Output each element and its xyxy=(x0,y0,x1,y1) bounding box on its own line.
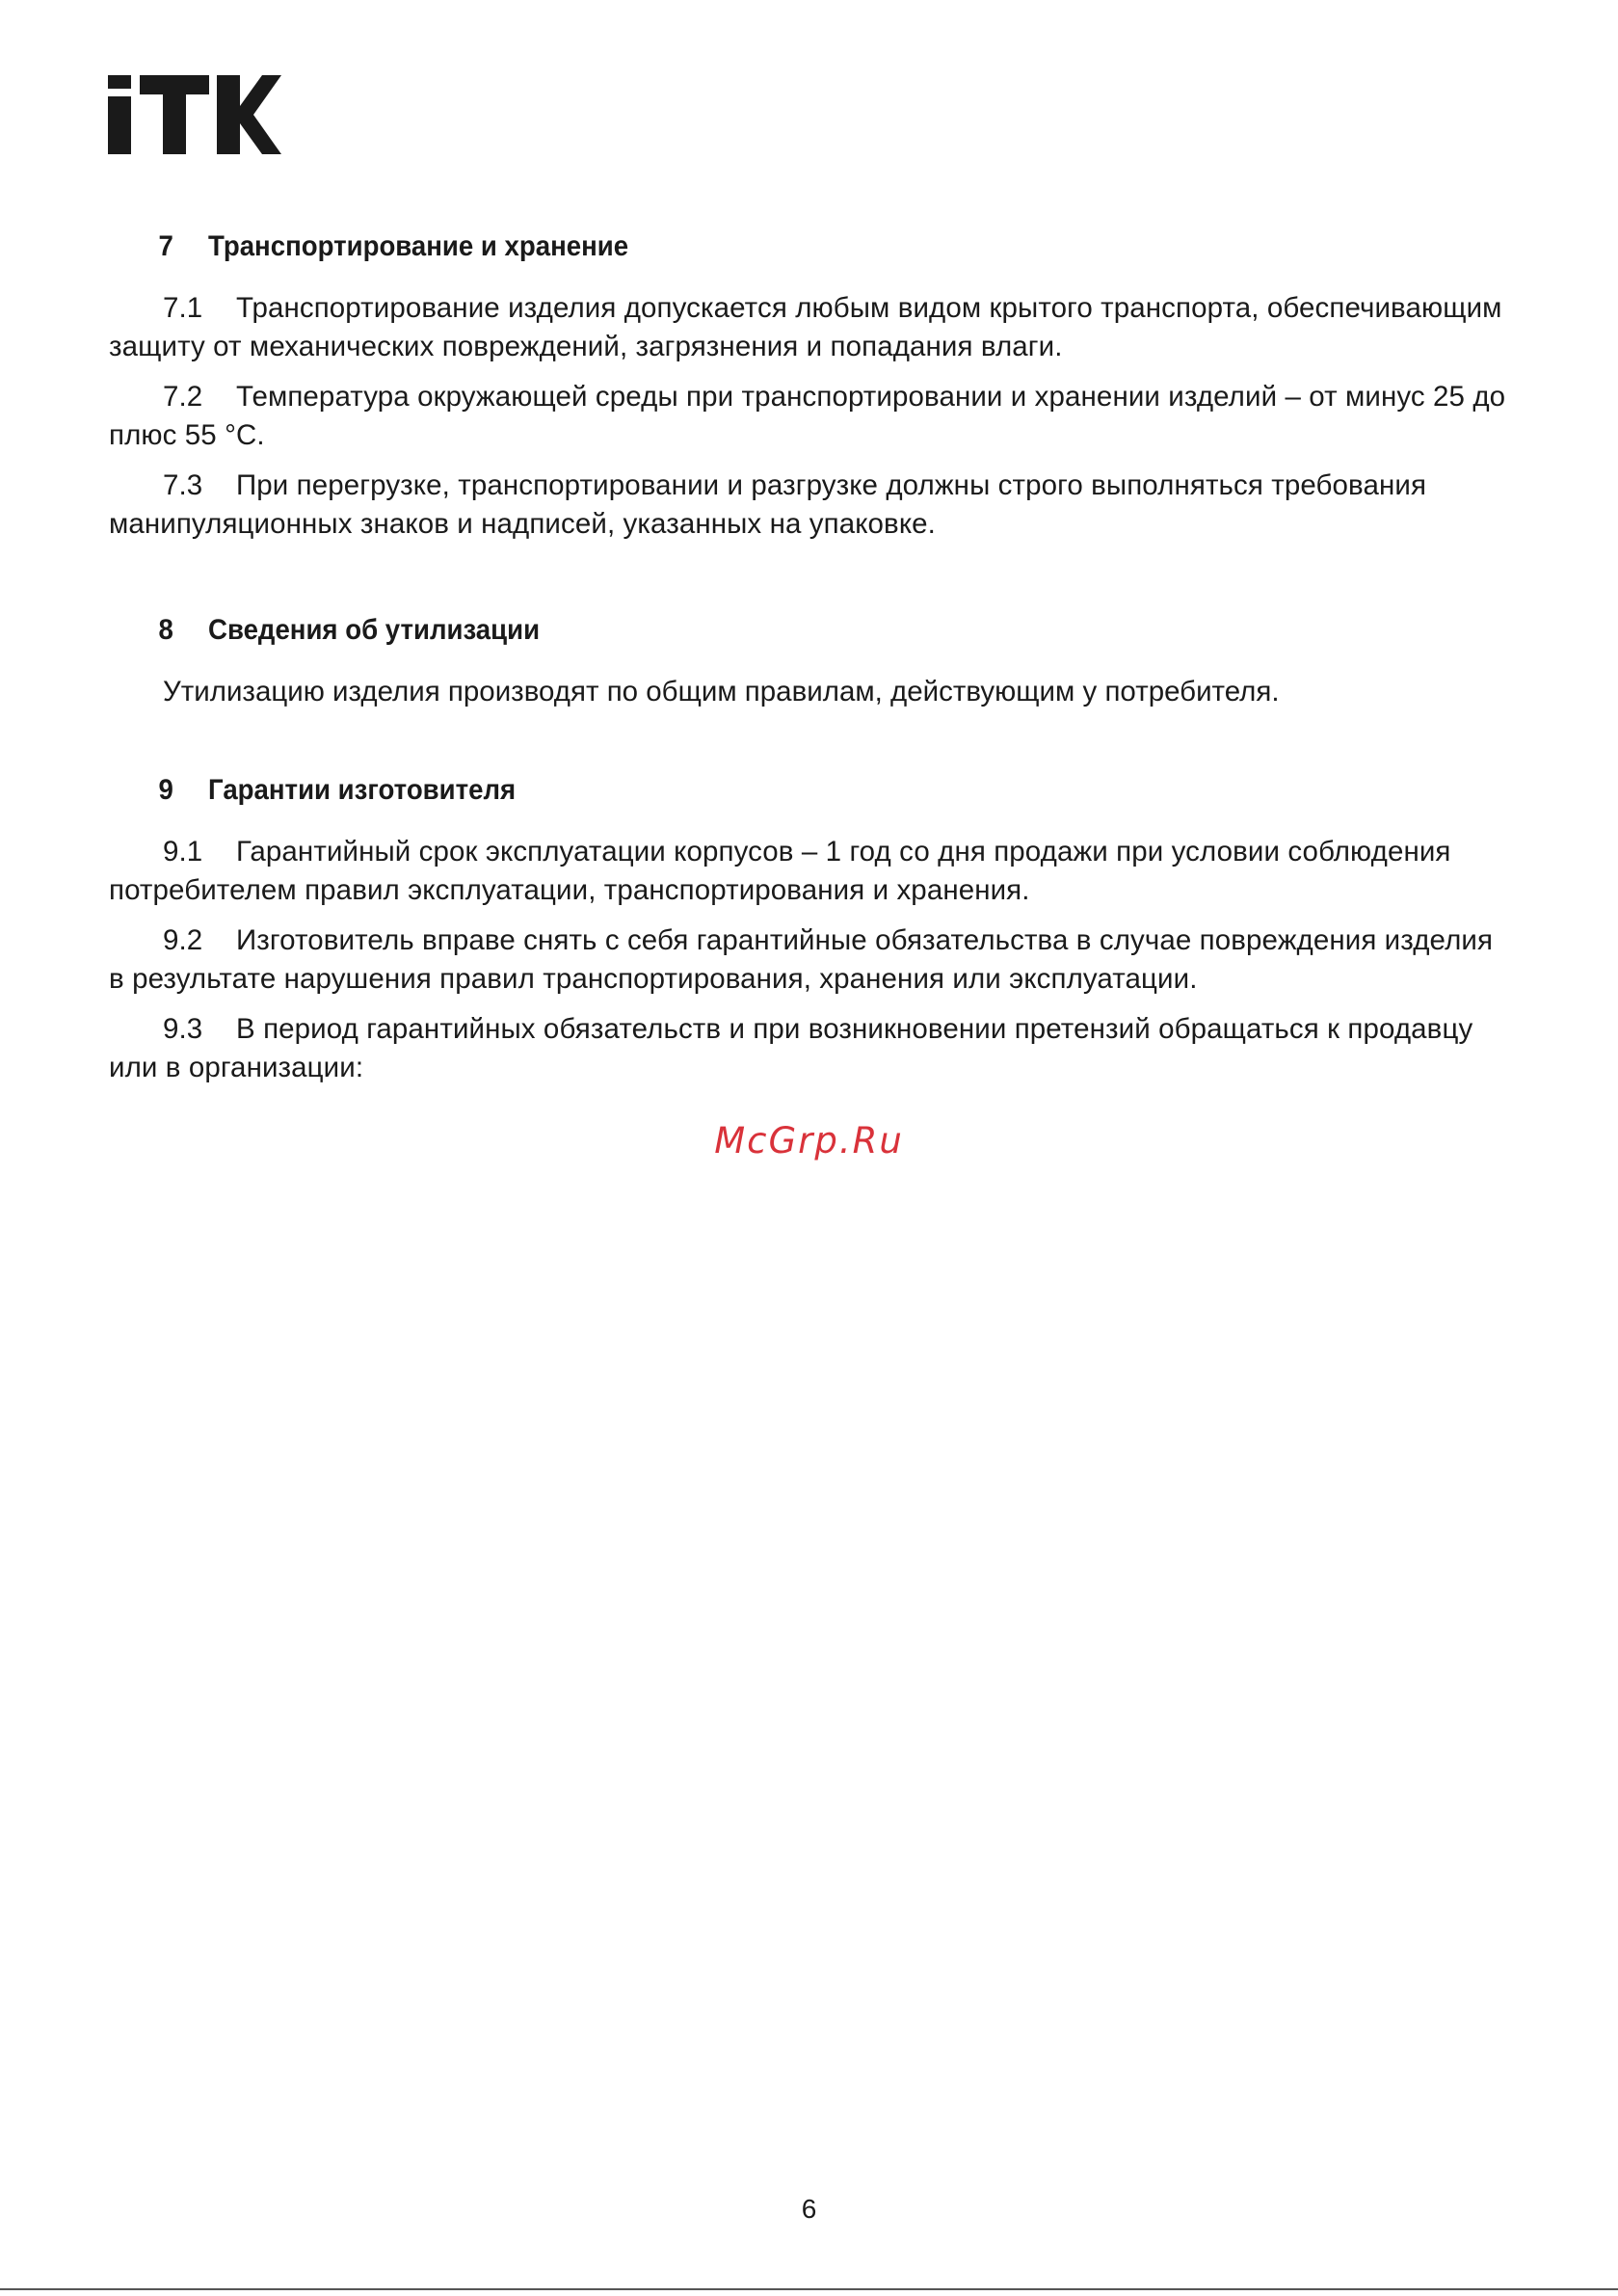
section-heading xyxy=(109,227,1394,266)
paragraph-number: 7.2 xyxy=(163,381,203,413)
paragraph-number: 7.3 xyxy=(163,469,203,501)
itk-logo-icon xyxy=(108,75,281,154)
paragraph-number: 9.3 xyxy=(163,1013,203,1045)
section-number: 7 xyxy=(158,230,173,262)
section-number: 8 xyxy=(158,614,173,646)
section-title: Транспортирование и хранение xyxy=(208,230,629,262)
section-title: Сведения об утилизации xyxy=(208,614,541,646)
document-body xyxy=(109,227,1506,1099)
paragraph xyxy=(109,833,1506,910)
paragraph xyxy=(109,289,1506,366)
paragraph-text: Изготовитель вправе снять с себя гарантийные обязательства в случае повреждения изделия в результате нарушения правил транспортирования, хранения или эксплуатации. xyxy=(109,924,1494,995)
paragraph-number: 7.1 xyxy=(163,292,203,324)
section-number: 9 xyxy=(158,774,173,806)
paragraph-text: Гарантийный срок эксплуатации корпусов – 1 год со дня продажи при условии соблюдения потребителем правил эксплуатации, транспортирования и хранения. xyxy=(109,836,1451,906)
paragraph-number: 9.1 xyxy=(163,836,203,868)
section-9 xyxy=(109,771,1506,1087)
watermark: McGrp.Ru xyxy=(714,1120,904,1161)
paragraph xyxy=(109,378,1506,455)
paragraph-number: 9.2 xyxy=(163,924,203,956)
paragraph-text: Утилизацию изделия производят по общим правилам, действующим у потребителя. xyxy=(163,676,1280,707)
paragraph-text: При перегрузке, транспортировании и разгрузке должны строго выполняться требования манипуляционных знаков и надписей, указанных на упаковке. xyxy=(109,469,1427,540)
section-8 xyxy=(109,611,1506,711)
paragraph xyxy=(109,467,1506,544)
section-title: Гарантии изготовителя xyxy=(208,774,517,806)
section-7 xyxy=(109,227,1506,544)
section-heading xyxy=(109,771,1394,810)
paragraph xyxy=(109,1010,1506,1087)
paragraph-text: Температура окружающей среды при транспортировании и хранении изделий – от минус 25 до плюс 55 °С. xyxy=(109,381,1506,451)
page-number: 6 xyxy=(801,2194,817,2224)
paragraph-text: Транспортирование изделия допускается любым видом крытого транспорта, обеспечивающим защиту от механических повреждений, загрязнения и попадания влаги. xyxy=(109,292,1502,362)
itk-logo xyxy=(108,75,281,154)
section-heading xyxy=(109,611,1394,650)
bottom-divider xyxy=(0,2288,1618,2290)
paragraph-text: В период гарантийных обязательств и при возникновении претензий обращаться к продавцу или в организации: xyxy=(109,1013,1473,1083)
paragraph xyxy=(109,921,1506,999)
